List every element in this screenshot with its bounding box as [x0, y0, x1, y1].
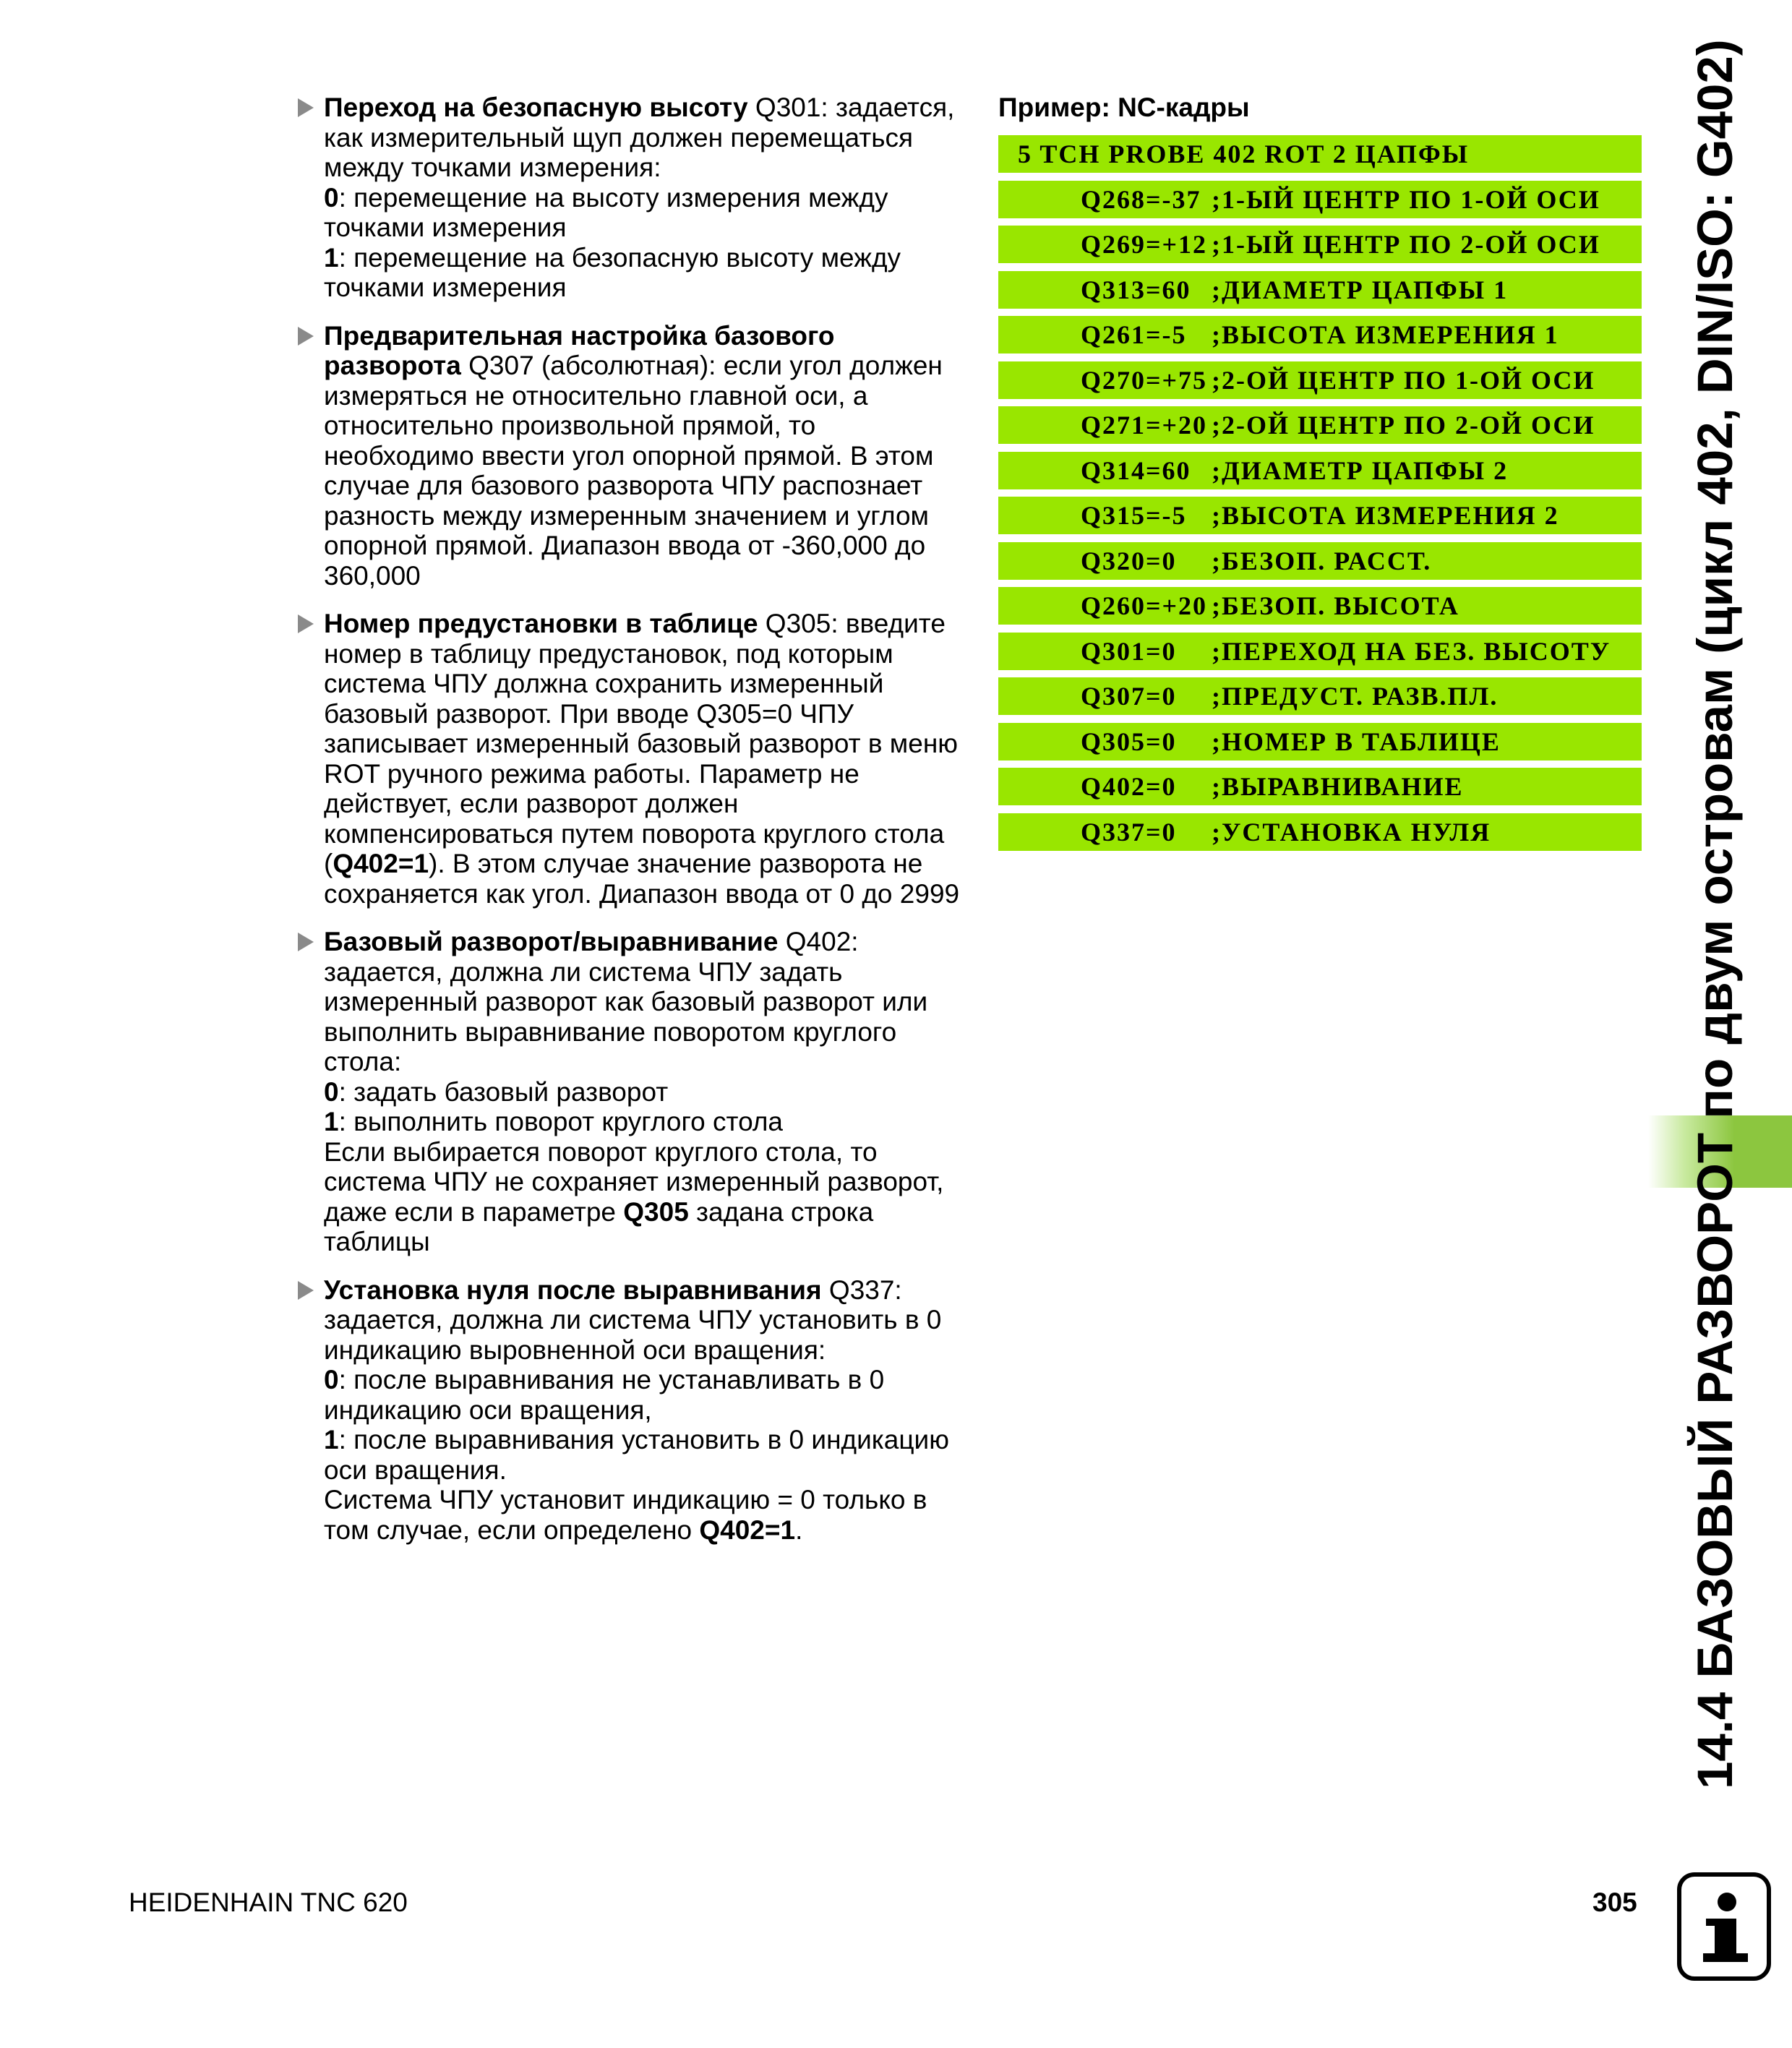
parameter-line: измеряться не относительно главной оси, а — [324, 380, 868, 411]
parameter-text: Q337: — [821, 1274, 902, 1305]
parameter-list — [295, 93, 967, 1563]
parameter-line: задается, должна ли система ЧПУ задать — [324, 956, 843, 987]
parameter-text: Q305: введите — [758, 609, 946, 638]
nc-row — [998, 587, 1642, 625]
parameter-title: разворота — [324, 351, 461, 380]
parameter-line: том случае, если определено Q402=1. — [324, 1514, 803, 1545]
parameter-line: 360,000 — [324, 560, 421, 591]
parameter-text: Q307 (абсолютная): если угол должен — [460, 351, 943, 380]
parameter-line: 0: после выравнивания не устанавливать в 0 — [324, 1365, 885, 1394]
parameter-line: компенсироваться путем поворота круглого стола — [324, 818, 945, 849]
example-heading: Пример: NC-кадры — [998, 93, 1250, 122]
info-icon — [1677, 1872, 1771, 1981]
footer-product-name: HEIDENHAIN TNC 620 — [129, 1888, 408, 1917]
nc-row — [998, 181, 1642, 218]
nc-row — [998, 361, 1642, 399]
chapter-title: 14.4 БАЗОВЫЙ РАЗВОРОТ по двум островам (цикл 402, DIN/ISO: G402) — [1687, 39, 1743, 1789]
nc-parameter: Q315=-5 — [1081, 501, 1187, 530]
nc-comment: ;ВЫСОТА ИЗМЕРЕНИЯ 1 — [1212, 320, 1559, 349]
nc-row — [998, 813, 1642, 851]
triangle-bullet-icon — [298, 933, 314, 951]
nc-comment: ;1-ЫЙ ЦЕНТР ПО 2-ОЙ ОСИ — [1212, 230, 1600, 259]
nc-comment: ;ВЫСОТА ИЗМЕРЕНИЯ 2 — [1212, 501, 1559, 530]
nc-comment: ;БЕЗОП. РАССТ. — [1212, 546, 1432, 575]
parameter-line: индикацию выровненной оси вращения: — [324, 1334, 826, 1365]
parameter-line: базовый разворот. При вводе Q305=0 ЧПУ — [324, 698, 854, 729]
parameter-line: 1: выполнить поворот круглого стола — [324, 1107, 783, 1136]
nc-row — [998, 271, 1642, 309]
parameter-line: случае для базового разворота ЧПУ распознает — [324, 471, 923, 500]
nc-comment: ;ДИАМЕТР ЦАПФЫ 2 — [1212, 455, 1509, 485]
parameter-line: система ЧПУ должна сохранить измеренный — [324, 669, 884, 698]
parameter-line: 0: задать базовый разворот — [324, 1076, 669, 1107]
nc-parameter: Q301=0 — [1081, 636, 1177, 666]
parameter-line: индикацию оси вращения, — [324, 1394, 652, 1425]
parameter-text: Q301: задается, — [747, 93, 955, 122]
nc-parameter: Q268=-37 — [1081, 184, 1201, 214]
nc-parameter: Q269=+12 — [1081, 230, 1208, 259]
nc-row-text: 5 TCH PROBE 402 ROT 2 ЦАПФЫ — [1018, 140, 1470, 168]
nc-comment: ;ПРЕДУСТ. РАЗВ.ПЛ. — [1212, 682, 1499, 711]
nc-parameter: Q402=0 — [1081, 772, 1177, 801]
parameter-line: записывает измеренный базовый разворот в меню — [324, 729, 958, 758]
parameter-line: оси вращения. — [324, 1454, 507, 1485]
nc-row — [998, 497, 1642, 534]
nc-parameter: Q271=+20 — [1081, 411, 1208, 440]
nc-row — [998, 226, 1642, 263]
nc-block-list — [998, 135, 1642, 858]
nc-row — [998, 406, 1642, 444]
parameter-line: (Q402=1). В этом случае значение разворота не — [324, 849, 923, 878]
parameter-line: система ЧПУ не сохраняет измеренный разворот, — [324, 1167, 944, 1196]
parameter-line: 0: перемещение на высоту измерения между — [324, 182, 888, 213]
nc-comment: ;2-ОЙ ЦЕНТР ПО 1-ОЙ ОСИ — [1212, 365, 1595, 395]
nc-row-header — [998, 135, 1642, 173]
nc-parameter: Q337=0 — [1081, 817, 1177, 847]
nc-parameter: Q305=0 — [1081, 727, 1177, 756]
parameter-line: стола: — [324, 1047, 402, 1076]
nc-row — [998, 633, 1642, 670]
parameter-item — [295, 1275, 967, 1546]
parameter-item — [295, 609, 967, 909]
parameter-title: Предварительная настройка базового — [324, 320, 835, 351]
nc-parameter: Q261=-5 — [1081, 320, 1187, 349]
parameter-line: номер в таблицу предустановок, под которым — [324, 638, 893, 669]
nc-row — [998, 316, 1642, 354]
nc-comment: ;НОМЕР В ТАБЛИЦЕ — [1212, 727, 1501, 756]
nc-parameter: Q314=60 — [1081, 455, 1191, 485]
parameter-line: как измерительный щуп должен перемещаться — [324, 122, 914, 153]
parameter-line: Если выбирается поворот круглого стола, то — [324, 1136, 878, 1167]
triangle-bullet-icon — [298, 327, 314, 346]
triangle-bullet-icon — [298, 614, 314, 633]
parameter-item — [295, 93, 967, 303]
parameter-text: Q402: — [778, 927, 859, 956]
parameter-line: опорной прямой. Диапазон ввода от -360,000 до — [324, 531, 926, 560]
parameter-line: выполнить выравнивание поворотом круглого — [324, 1016, 897, 1047]
parameter-line: 1: после выравнивания установить в 0 индикацию — [324, 1425, 949, 1454]
parameter-line: точками измерения — [324, 213, 567, 242]
nc-row — [998, 723, 1642, 760]
parameter-title: Переход на безопасную высоту — [324, 93, 748, 122]
nc-comment: ;ПЕРЕХОД НА БЕЗ. ВЫСОТУ — [1212, 636, 1611, 666]
parameter-line: 1: перемещение на безопасную высоту между — [324, 242, 901, 273]
parameter-line: точками измерения — [324, 273, 567, 302]
nc-row — [998, 677, 1642, 715]
parameter-line: задается, должна ли система ЧПУ установить в 0 — [324, 1305, 942, 1334]
triangle-bullet-icon — [298, 98, 314, 117]
parameter-title: Установка нуля после выравнивания — [324, 1274, 822, 1305]
parameter-line: таблицы — [324, 1227, 430, 1256]
nc-comment: ;ДИАМЕТР ЦАПФЫ 1 — [1212, 275, 1509, 304]
parameter-line: Система ЧПУ установит индикацию = 0 только в — [324, 1485, 927, 1514]
nc-row — [998, 452, 1642, 489]
nc-parameter: Q320=0 — [1081, 546, 1177, 575]
parameter-line: необходимо ввести угол опорной прямой. В этом — [324, 440, 934, 471]
parameter-line: между точками измерения: — [324, 153, 661, 182]
nc-row — [998, 768, 1642, 805]
parameter-line: разность между измеренным значением и углом — [324, 500, 929, 531]
parameter-title: Номер предустановки в таблице — [324, 609, 758, 638]
page-number: 305 — [1592, 1888, 1637, 1917]
nc-comment: ;УСТАНОВКА НУЛЯ — [1212, 817, 1491, 847]
nc-comment: ;ВЫРАВНИВАНИЕ — [1212, 772, 1464, 801]
triangle-bullet-icon — [298, 1281, 314, 1300]
nc-comment: ;2-ОЙ ЦЕНТР ПО 2-ОЙ ОСИ — [1212, 411, 1595, 440]
parameter-item — [295, 927, 967, 1257]
parameter-line: измеренный разворот как базовый разворот или — [324, 987, 928, 1016]
parameter-line: ROT ручного режима работы. Параметр не — [324, 758, 859, 789]
nc-parameter: Q260=+20 — [1081, 591, 1208, 620]
nc-parameter: Q307=0 — [1081, 682, 1177, 711]
parameter-line: даже если в параметре Q305 задана строка — [324, 1196, 874, 1227]
parameter-title: Базовый разворот/выравнивание — [324, 927, 779, 956]
parameter-line: относительно произвольной прямой, то — [324, 411, 816, 440]
nc-comment: ;БЕЗОП. ВЫСОТА — [1212, 591, 1459, 620]
nc-row — [998, 542, 1642, 580]
nc-comment: ;1-ЫЙ ЦЕНТР ПО 1-ОЙ ОСИ — [1212, 184, 1600, 214]
parameter-item — [295, 321, 967, 591]
parameter-line: сохраняется как угол. Диапазон ввода от 0 до 2999 — [324, 878, 960, 909]
nc-parameter: Q270=+75 — [1081, 365, 1208, 395]
nc-parameter: Q313=60 — [1081, 275, 1191, 304]
parameter-line: действует, если разворот должен — [324, 789, 739, 818]
